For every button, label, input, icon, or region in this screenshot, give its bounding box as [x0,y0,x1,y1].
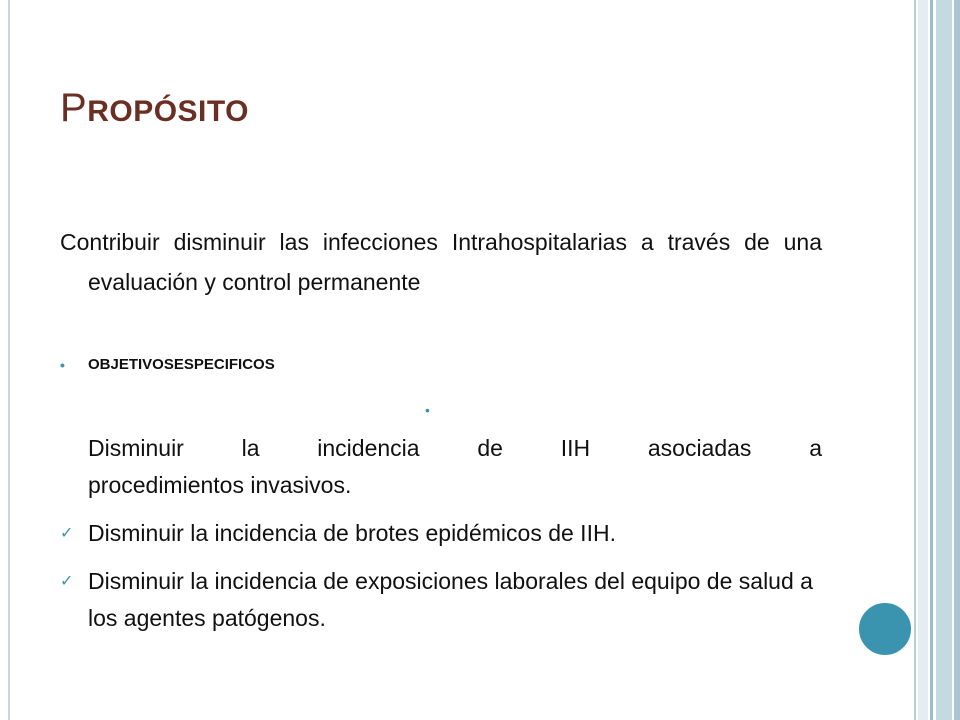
slide-title [60,86,249,131]
purpose-block [60,222,822,302]
objective-1-line-2: procedimientos invasivos. [88,472,352,498]
objective-3-text: Disminuir la incidencia de exposiciones laborales del equipo de salud a los agentes patógenos. [88,568,813,631]
decor-bar [914,0,916,720]
right-decorative-bars [914,0,960,720]
checkmark-icon: ✓ [60,573,74,590]
decor-bar [954,0,960,720]
objective-1-line-1 [88,430,822,467]
title-initial: P [60,86,88,130]
word: IIH [560,435,591,461]
objective-2-text: Disminuir la incidencia de brotes epidémicos de IIH. [88,520,616,546]
objectives-heading-item [60,356,275,373]
word: a [809,435,822,461]
circle-decoration-icon [856,600,914,658]
word: incidencia [317,435,420,461]
word: la [241,435,260,461]
decor-bar [936,0,952,720]
decor-bar [918,0,928,720]
decor-bar [930,0,933,720]
objective-item-3 [60,563,822,637]
dot-icon: • [60,356,65,373]
left-frame-line [8,0,10,720]
dot-icon: • [425,402,430,418]
checkmark-icon: ✓ [60,525,74,542]
objective-item-2 [60,515,822,552]
word: Disminuir [88,435,184,461]
purpose-text: Contribuir disminuir las infecciones Intrahospitalarias a través de una evaluación y control permanente [60,229,822,295]
word: de [477,435,503,461]
objective-item-1 [88,430,822,504]
objectives-heading: OBJETIVOSESPECIFICOS [88,356,275,373]
title-rest: ROPÓSITO [87,95,249,128]
word: asociadas [647,435,752,461]
